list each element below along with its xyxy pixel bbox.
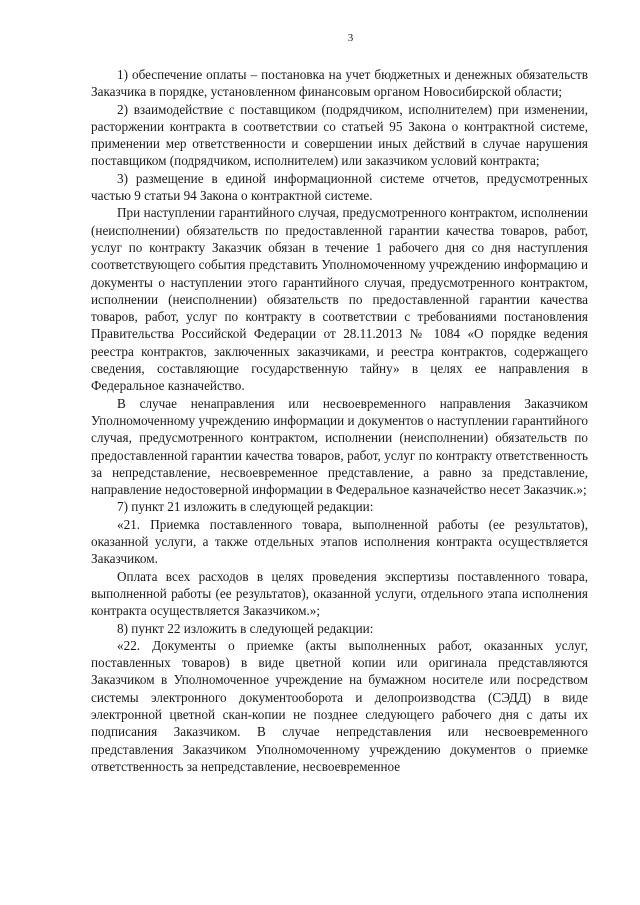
- page-number: 3: [347, 32, 354, 44]
- paragraph-guarantee-case: При наступлении гарантийного случая, предусмотренного контрактом, исполнении (неисполнении) обязательств по предоставленной гарантии качества товаров, работ, услуг по контракту Заказчик обязан в течение 1 рабочего дня со дня наступления соответствующего события представить Уполномоченному учреждению информацию и документы о наступлении этого гарантийного случая, предусмотренного контрактом, исполнении (неисполнении) обязательств по предоставленной гарантии качества товаров, работ, услуг по контракту в соответствии с требованиями постановления Правительства Российской Федерации от 28.11.2013 № 1084 «О порядке ведения реестра контрактов, заключенных заказчиками, и реестра контрактов, содержащего сведения, составляющие государственную тайну» в целях ее направления в Федеральное казначейство.: [91, 205, 588, 394]
- paragraph-expertise-payment: Оплата всех расходов в целях проведения экспертизы поставленного товара, выполненной работы (ее результатов), оказанной услуги, отдельного этапа исполнения контракта осуществляется Заказчиком.»;: [91, 568, 588, 619]
- paragraph-item-2: 2) взаимодействие с поставщиком (подрядчиком, исполнителем) при изменении, расторжении контракта в соответствии со статьей 95 Закона о контрактной системе, применении мер ответственности и совершении иных действий в случае нарушения поставщиком (подрядчиком, исполнителем) или заказчиком условий контракта;: [91, 101, 588, 169]
- paragraph-item-7: 7) пункт 21 изложить в следующей редакции:: [117, 499, 374, 515]
- paragraph-item-1: 1) обеспечение оплаты – постановка на учет бюджетных и денежных обязательств Заказчика в порядке, установленном финансовым органом Новосибирской области;: [91, 67, 588, 100]
- paragraph-item-8: 8) пункт 22 изложить в следующей редакции:: [117, 620, 374, 636]
- paragraph-item-3: 3) размещение в единой информационной системе отчетов, предусмотренных частью 9 статьи 94 Закона о контрактной системе.: [91, 170, 588, 204]
- paragraph-non-submission: В случае ненаправления или несвоевременного направления Заказчиком Уполномоченному учреждению информации и документов о наступлении гарантийного случая, предусмотренного контрактом, исполнении (неисполнении) обязательств по предоставленной гарантии качества товаров, работ, услуг по контракту ответственность за непредставление, несвоевременное представление, а равно за представление, направление недостоверной информации в Федеральное казначейство несет Заказчик.»;: [91, 395, 588, 498]
- paragraph-clause-21: «21. Приемка поставленного товара, выполненной работы (ее результатов), оказанной услуги, а также отдельных этапов исполнения контракта осуществляется Заказчиком.: [91, 516, 588, 567]
- paragraph-clause-22: «22. Документы о приемке (акты выполненных работ, оказанных услуг, поставленных товаров) в виде цветной копии или оригинала представляются Заказчиком в Уполномоченное учреждение на бумажном носителе или посредством системы электронного документооборота и делопроизводства (СЭДД) в виде электронной цветной скан-копии не позднее следующего рабочего дня с даты их подписания Заказчиком. В случае непредставления или несвоевременного представления Заказчиком Уполномоченному учреждению документов о приемке ответственность за непредставление, несвоевременное: [91, 637, 588, 774]
